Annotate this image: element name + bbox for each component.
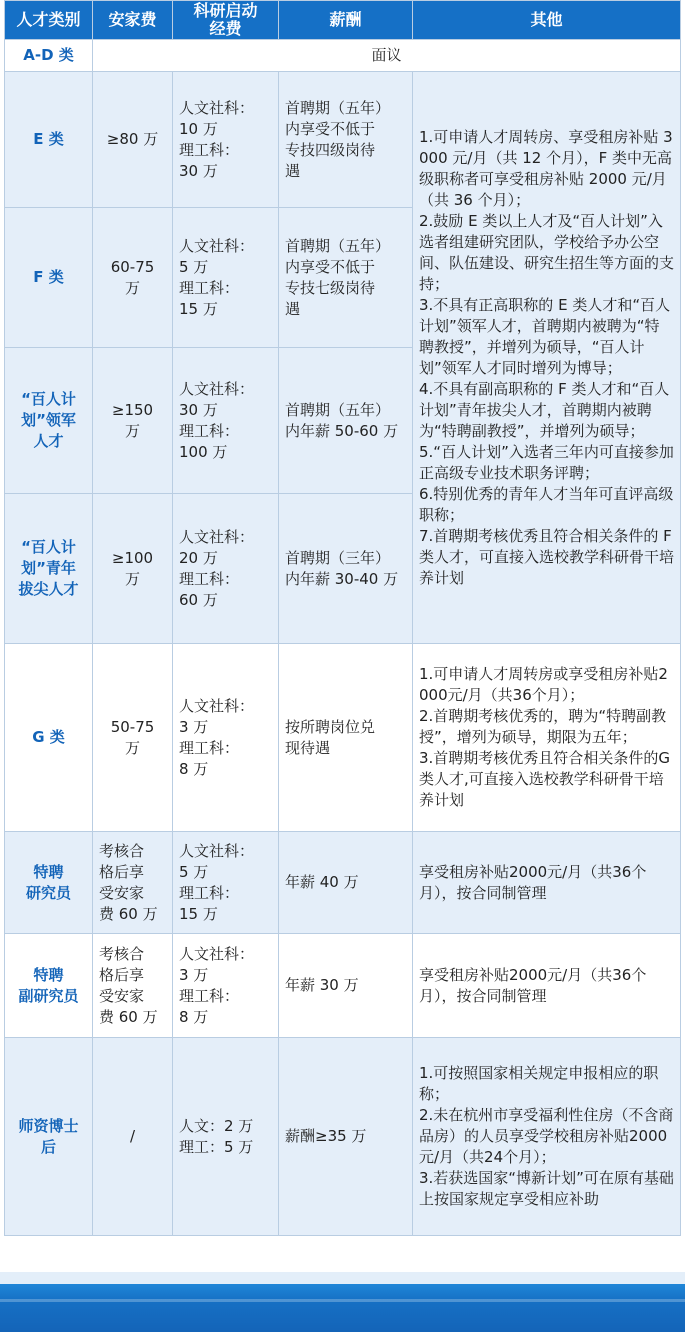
negotiable-cell: 面议 xyxy=(93,40,681,72)
category-cell: A-D 类 xyxy=(5,40,93,72)
header-category: 人才类别 xyxy=(5,1,93,40)
talent-benefits-table-wrapper xyxy=(4,0,680,1236)
settlement-fee-cell: 60-75 万 xyxy=(93,208,173,348)
footer-blue-bar xyxy=(0,1284,685,1332)
salary-cell: 年薪 40 万 xyxy=(279,832,413,934)
research-fund-cell: 人文社科： 5 万 理工科： 15 万 xyxy=(173,832,279,934)
category-cell: G 类 xyxy=(5,644,93,832)
settlement-fee-cell: / xyxy=(93,1038,173,1236)
other-cell: 享受租房补贴2000元/月（共36个月），按合同制管理 xyxy=(413,934,681,1038)
settlement-fee-cell: ≥80 万 xyxy=(93,72,173,208)
table-row-assoc-researcher xyxy=(5,934,681,1038)
salary-cell: 首聘期（五年） 内享受不低于 专技七级岗待 遇 xyxy=(279,208,413,348)
talent-benefits-table xyxy=(4,0,681,1236)
research-fund-cell: 人文社科： 3 万 理工科： 8 万 xyxy=(173,934,279,1038)
category-cell: 特聘 研究员 xyxy=(5,832,93,934)
table-row-researcher xyxy=(5,832,681,934)
salary-cell: 按所聘岗位兑 现待遇 xyxy=(279,644,413,832)
salary-cell: 首聘期（五年） 内享受不低于 专技四级岗待 遇 xyxy=(279,72,413,208)
research-fund-cell: 人文：2 万 理工：5 万 xyxy=(173,1038,279,1236)
header-settlement-fee: 安家费 xyxy=(93,1,173,40)
settlement-fee-cell: 考核合 格后享 受安家 费 60 万 xyxy=(93,832,173,934)
header-other: 其他 xyxy=(413,1,681,40)
header-salary: 薪酬 xyxy=(279,1,413,40)
research-fund-cell: 人文社科： 30 万 理工科： 100 万 xyxy=(173,348,279,494)
settlement-fee-cell: 考核合 格后享 受安家 费 60 万 xyxy=(93,934,173,1038)
footer-stripe xyxy=(0,1299,685,1302)
category-cell: 特聘 副研究员 xyxy=(5,934,93,1038)
other-cell: 1.可申请人才周转房或享受租房补贴2000元/月（共36个月）； 2.首聘期考核优秀的，聘为“特聘副教授”，增列为硕导，期限为五年； 3.首聘期考核优秀且符合相关条件的G类人才,可直接入选校教学科研骨干培养计划 xyxy=(413,644,681,832)
settlement-fee-cell: ≥100 万 xyxy=(93,494,173,644)
other-cell: 1.可按照国家相关规定申报相应的职称； 2.未在杭州市享受福利性住房（不含商品房）的人员享受学校租房补贴2000元/月（共24个月）； 3.若获选国家“博新计划”可在原有基础上按国家规定享受相应补助 xyxy=(413,1038,681,1236)
category-cell: 师资博士 后 xyxy=(5,1038,93,1236)
other-cell: 享受租房补贴2000元/月（共36个月），按合同制管理 xyxy=(413,832,681,934)
table-row-postdoc xyxy=(5,1038,681,1236)
category-cell: “百人计 划”青年 拔尖人才 xyxy=(5,494,93,644)
category-cell: E 类 xyxy=(5,72,93,208)
settlement-fee-cell: 50-75 万 xyxy=(93,644,173,832)
table-row-ad xyxy=(5,40,681,72)
table-row-e xyxy=(5,72,681,208)
shared-other-cell: 1.可申请人才周转房、享受租房补贴 3000 元/月（共 12 个月），F 类中无高级职称者可享受租房补贴 2000 元/月（共 36 个月）； 2.鼓励 E 类以上人才及“百人计划”入选者组建研究团队，学校给予办公空间、队伍建设、研究生招生等方面的支持； 3.不具有正高职称的 E 类人才和“百人计划”领军人才，首聘期内被聘为“特聘教授”，并增列为硕导，“百人计划”领军人才同时增列为博导； 4.不具有副高职称的 F 类人才和“百人计划”青年拔尖人才，首聘期内被聘为“特聘副教授”，并增列为硕导； 5.“百人计划”入选者三年内可直接参加正高级专业技术职务评聘； 6.特别优秀的青年人才当年可直评高级职称； 7.首聘期考核优秀且符合相关条件的 F 类人才，可直接入选校教学科研骨干培养计划 xyxy=(413,72,681,644)
table-header-row xyxy=(5,1,681,40)
research-fund-cell: 人文社科： 20 万 理工科： 60 万 xyxy=(173,494,279,644)
table-row-g xyxy=(5,644,681,832)
research-fund-cell: 人文社科： 5 万 理工科： 15 万 xyxy=(173,208,279,348)
research-fund-cell: 人文社科： 10 万 理工科： 30 万 xyxy=(173,72,279,208)
research-fund-cell: 人文社科： 3 万 理工科： 8 万 xyxy=(173,644,279,832)
salary-cell: 薪酬≥35 万 xyxy=(279,1038,413,1236)
salary-cell: 首聘期（三年） 内年薪 30-40 万 xyxy=(279,494,413,644)
settlement-fee-cell: ≥150 万 xyxy=(93,348,173,494)
salary-cell: 首聘期（五年） 内年薪 50-60 万 xyxy=(279,348,413,494)
salary-cell: 年薪 30 万 xyxy=(279,934,413,1038)
header-research-fund: 科研启动 经费 xyxy=(173,1,279,40)
category-cell: F 类 xyxy=(5,208,93,348)
category-cell: “百人计 划”领军 人才 xyxy=(5,348,93,494)
